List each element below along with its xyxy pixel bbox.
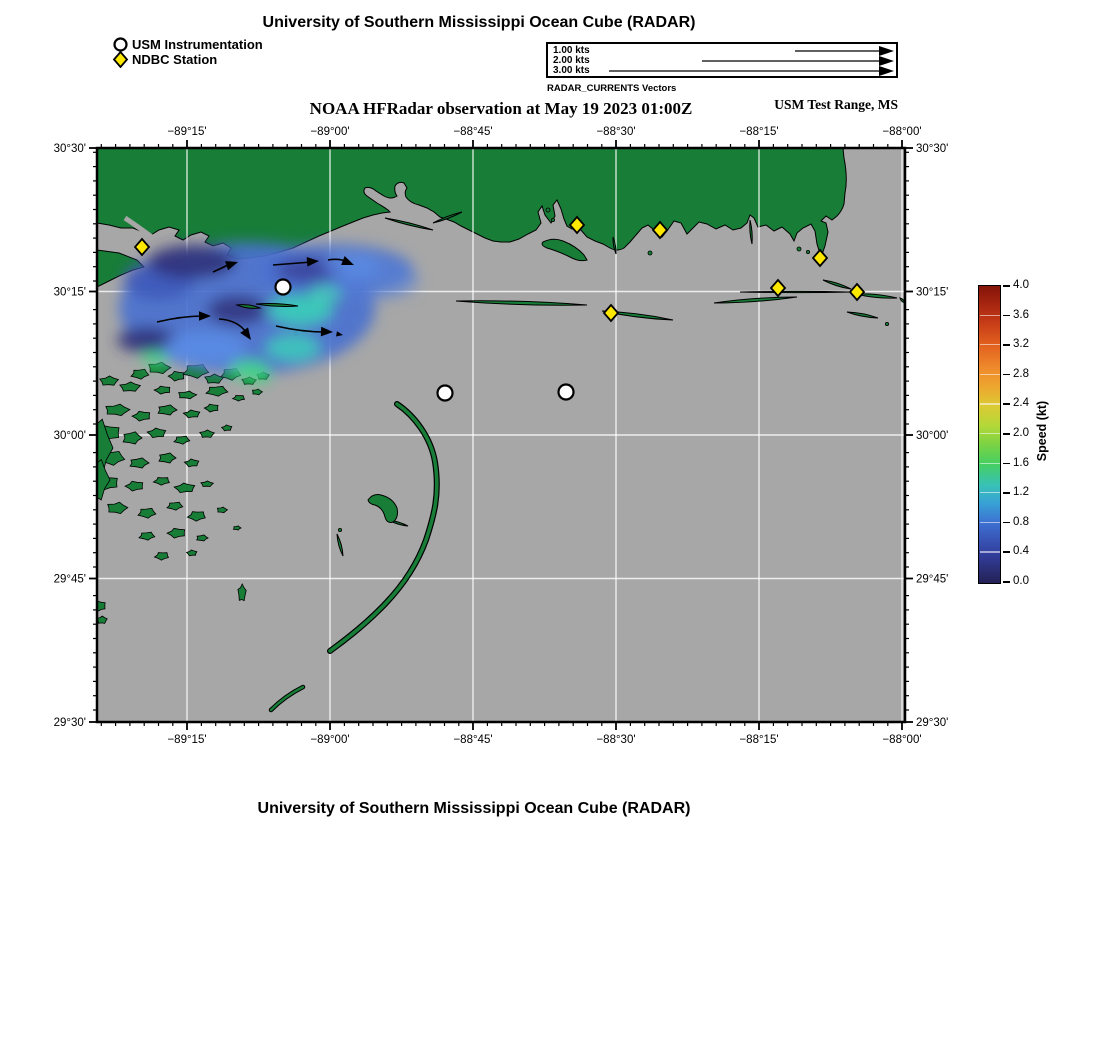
usm-station-marker bbox=[438, 386, 453, 401]
colorbar-tick-label: 1.2 bbox=[1013, 486, 1029, 499]
islet-dot bbox=[806, 250, 809, 253]
vector-scale-caption: RADAR_CURRENTS Vectors bbox=[547, 83, 677, 94]
colorbar-gridline bbox=[980, 315, 1000, 316]
colorbar-tick bbox=[1003, 522, 1010, 524]
vector-scale-label-3: 3.00 kts bbox=[553, 65, 590, 76]
axis-tick-label: −89°15' bbox=[167, 734, 207, 746]
barrier-island bbox=[740, 291, 853, 292]
colorbar-gridline bbox=[980, 492, 1000, 493]
colorbar bbox=[978, 285, 1001, 584]
axis-tick-label: 30°15' bbox=[53, 286, 86, 299]
vector-scale-box bbox=[546, 42, 898, 78]
usm-station-marker bbox=[559, 385, 574, 400]
axis-tick-label: −89°00' bbox=[310, 734, 350, 746]
axis-tick-label: 30°00' bbox=[53, 430, 86, 442]
legend-label-usm: USM Instrumentation bbox=[132, 37, 263, 52]
axis-tick-label: −88°00' bbox=[882, 126, 922, 138]
islet-dot bbox=[648, 251, 652, 255]
islet-dot bbox=[338, 528, 341, 531]
axis-tick-label: 29°30' bbox=[916, 717, 949, 729]
axis-tick-label: 30°30' bbox=[53, 143, 86, 155]
colorbar-tick-label: 0.8 bbox=[1013, 515, 1029, 528]
symbol-legend bbox=[112, 37, 263, 67]
axis-tick-label: 30°30' bbox=[916, 143, 949, 155]
colorbar-gridline bbox=[980, 522, 1000, 523]
colorbar-gridline bbox=[980, 433, 1000, 434]
vector-scale-label-1: 1.00 kts bbox=[553, 45, 590, 56]
axis-tick-label: −88°30' bbox=[596, 734, 636, 746]
colorbar-tick-label: 3.2 bbox=[1013, 338, 1029, 351]
axis-tick-label: −89°00' bbox=[310, 126, 350, 138]
colorbar-tick bbox=[1003, 463, 1010, 465]
colorbar-tick-label: 1.6 bbox=[1013, 456, 1029, 469]
axis-tick-label: −88°15' bbox=[739, 126, 779, 138]
colorbar-gridline bbox=[980, 403, 1000, 404]
colorbar-axis-label: Speed (kt) bbox=[1035, 400, 1049, 462]
axis-tick-label: −88°15' bbox=[739, 734, 779, 746]
islet-dot bbox=[551, 218, 554, 221]
colorbar-tick-label: 4.0 bbox=[1013, 279, 1029, 291]
colorbar-tick bbox=[1003, 581, 1010, 583]
vector-scale-label-2: 2.00 kts bbox=[553, 55, 590, 66]
colorbar-gridline bbox=[980, 551, 1000, 552]
colorbar-tick bbox=[1003, 403, 1010, 405]
colorbar-tick bbox=[1003, 285, 1010, 287]
colorbar-tick-label: 0.4 bbox=[1013, 545, 1029, 558]
colorbar-gridline bbox=[980, 344, 1000, 345]
axis-tick-label: 30°15' bbox=[916, 286, 949, 299]
colorbar-tick bbox=[1003, 433, 1010, 435]
colorbar-tick-label: 2.8 bbox=[1013, 367, 1029, 380]
colorbar-tick bbox=[1003, 551, 1010, 553]
axis-tick-label: −88°00' bbox=[882, 734, 922, 746]
axis-tick-label: −89°15' bbox=[167, 126, 207, 138]
ndbc-diamond-icon bbox=[112, 51, 129, 68]
map-plot bbox=[53, 126, 949, 746]
vector-scale-arrows bbox=[548, 44, 896, 76]
colorbar-tick bbox=[1003, 492, 1010, 494]
colorbar-tick-label: 0.0 bbox=[1013, 575, 1029, 587]
colorbar-tick bbox=[1003, 344, 1010, 346]
axis-tick-label: 30°00' bbox=[916, 430, 949, 442]
axis-tick-label: 29°30' bbox=[53, 717, 86, 729]
colorbar-tick bbox=[1003, 374, 1010, 376]
axis-tick-label: −88°45' bbox=[453, 734, 493, 746]
axis-tick-label: −88°45' bbox=[453, 126, 493, 138]
colorbar-gridline bbox=[980, 374, 1000, 375]
observation-subtitle: NOAA HFRadar observation at May 19 2023 01:00Z bbox=[309, 99, 693, 118]
figure-title-bottom: University of Southern Mississippi Ocean Cube (RADAR) bbox=[257, 800, 691, 817]
axis-tick-label: −88°30' bbox=[596, 126, 636, 138]
legend-row-usm bbox=[112, 37, 263, 52]
colorbar-tick bbox=[1003, 315, 1010, 317]
axis-tick-label: 29°45' bbox=[53, 573, 86, 586]
colorbar-tick-label: 3.6 bbox=[1013, 308, 1029, 321]
colorbar-tick-label: 2.4 bbox=[1013, 397, 1029, 410]
legend-label-ndbc: NDBC Station bbox=[132, 52, 218, 67]
islet-dot bbox=[885, 322, 888, 325]
islet-dot bbox=[546, 208, 550, 212]
usm-station-marker bbox=[276, 280, 291, 295]
figure-title-top: University of Southern Mississippi Ocean Cube (RADAR) bbox=[262, 14, 696, 31]
colorbar-tick-label: 2.0 bbox=[1013, 427, 1029, 439]
axis-tick-label: 29°45' bbox=[916, 573, 949, 586]
colorbar-gridline bbox=[980, 463, 1000, 464]
test-range-label: USM Test Range, MS bbox=[774, 97, 898, 112]
islet-dot bbox=[797, 247, 801, 251]
legend-row-ndbc bbox=[112, 52, 263, 67]
